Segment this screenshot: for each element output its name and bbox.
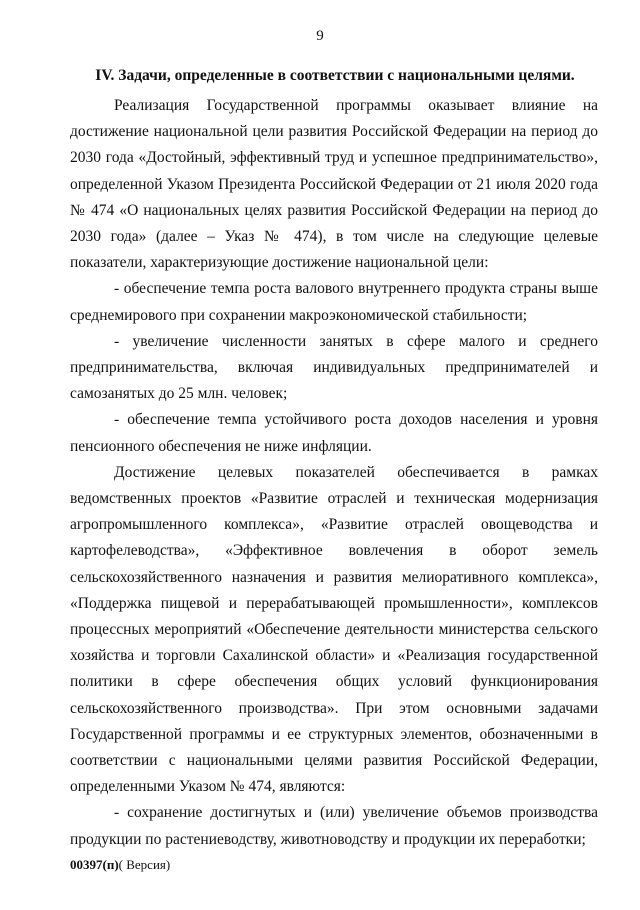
document-version: ( Версия) xyxy=(118,857,171,872)
document-body xyxy=(70,93,598,853)
footer-code xyxy=(70,857,170,873)
paragraph: - увеличение численности занятых в сфере малого и среднего предпринимательства, включая индивидуальных предпринимателей и самозанятых до 25 млн. человек; xyxy=(70,332,598,403)
paragraph: - обеспечение темпа устойчивого роста доходов населения и уровня пенсионного обеспечения не ниже инфляции. xyxy=(70,411,598,455)
page-number: 9 xyxy=(316,28,324,44)
paragraph: Достижение целевых показателей обеспечивается в рамках ведомственных проектов «Развитие отраслей и техническая модернизация агропромышленного комплекса», «Развитие отраслей овощеводства и картофелеводства», «Эффективное вовлечения в оборот земель сельскохозяйственного назначения и развития мелиоративного комплекса», «Поддержка пищевой и перерабатывающей промышленности», комплексов процессных мероприятий «Обеспечение деятельности министерства сельского хозяйства и торговли Сахалинской области» и «Реализация государственной политики в сфере обеспечения общих условий функционирования сельскохозяйственного производства». При этом основными задачами Государственной программы и ее структурных элементов, обозначенными в соответствии с национальными целями развития Российской Федерации, определенными Указом № 474, являются: xyxy=(70,463,598,796)
paragraph: - обеспечение темпа роста валового внутреннего продукта страны выше среднемирового при сохранении макроэкономической стабильности; xyxy=(70,280,598,324)
section-heading: IV. Задачи, определенные в соответствии с национальными целями. xyxy=(95,67,575,84)
paragraph: - сохранение достигнутых и (или) увеличение объемов производства продукции по растениеводству, животноводству и продукции их переработки; xyxy=(70,804,598,848)
document-code: 00397(п) xyxy=(70,857,119,872)
paragraph: Реализация Государственной программы оказывает влияние на достижение национальной цели развития Российской Федерации на период до 2030 года «Достойный, эффективный труд и успешное предпринимательство», определенной Указом Президента Российской Федерации от 21 июля 2020 года № 474 «О национальных целях развития Российской Федерации на период до 2030 года» (далее – Указ № 474), в том числе на следующие целевые показатели, характеризующие достижение национальной цели: xyxy=(70,97,598,272)
